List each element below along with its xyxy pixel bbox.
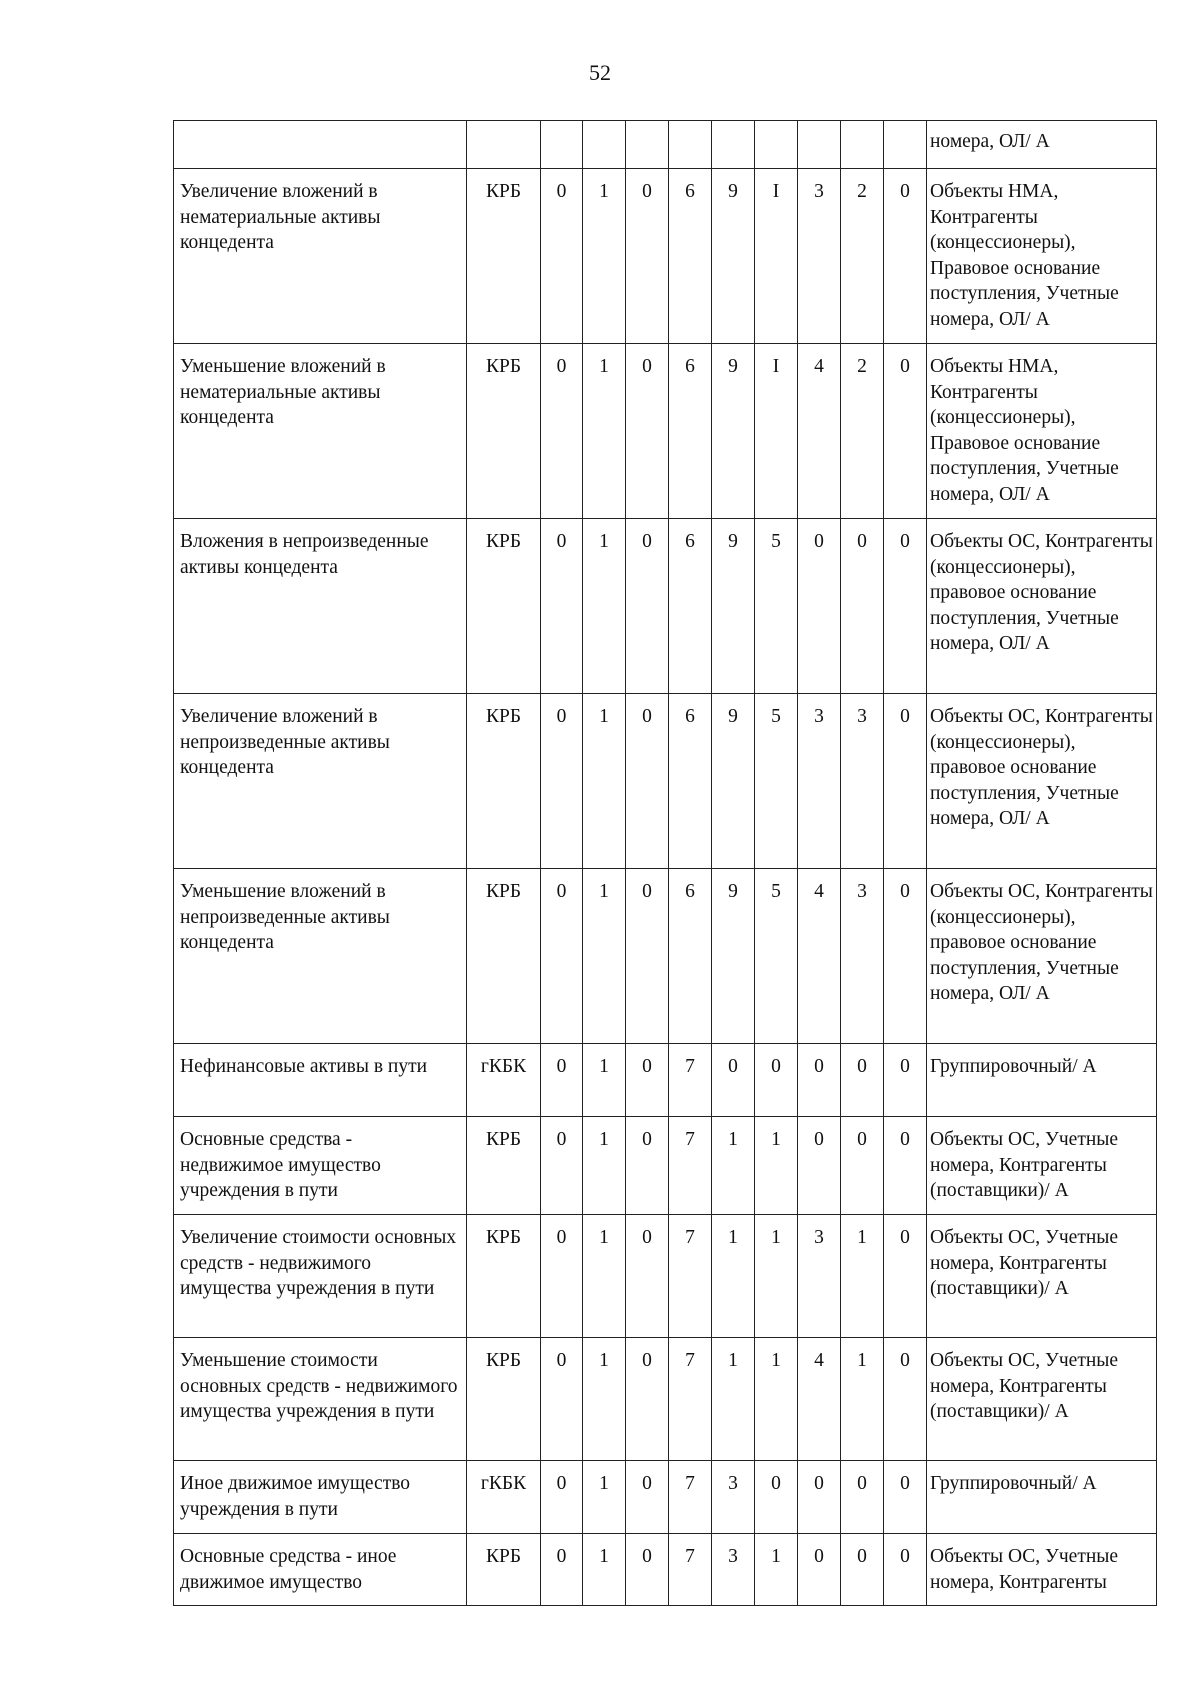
account-digit-cell xyxy=(626,121,669,169)
account-digit-cell: 1 xyxy=(755,1117,798,1215)
account-digit-cell: 1 xyxy=(841,1338,884,1461)
account-digit-cell: 0 xyxy=(884,519,927,694)
account-digit-cell: 0 xyxy=(541,1215,583,1338)
account-digit-cell: 1 xyxy=(755,1534,798,1606)
table-row xyxy=(174,1534,1157,1606)
account-digit-cell: 1 xyxy=(583,169,626,344)
account-digit-cell: 1 xyxy=(583,519,626,694)
account-digit-cell: 0 xyxy=(626,169,669,344)
account-digit-cell: 0 xyxy=(798,1534,841,1606)
account-digit-cell: 3 xyxy=(798,694,841,869)
account-name-cell: Уменьшение вложений в нематериальные активы концедента xyxy=(174,344,467,519)
account-digit-cell: 9 xyxy=(712,869,755,1044)
account-digit-cell: 0 xyxy=(626,869,669,1044)
account-name-cell: Уменьшение вложений в непроизведенные активы концедента xyxy=(174,869,467,1044)
account-digit-cell: 5 xyxy=(755,519,798,694)
account-digit-cell: 1 xyxy=(755,1215,798,1338)
analytics-cell: Объекты ОС, Учетные номера, Контрагенты (поставщики)/ А xyxy=(927,1117,1157,1215)
account-digit-cell: 3 xyxy=(841,694,884,869)
table-row xyxy=(174,1117,1157,1215)
account-name-cell: Увеличение вложений в непроизведенные активы концедента xyxy=(174,694,467,869)
account-digit-cell xyxy=(583,121,626,169)
table-row xyxy=(174,519,1157,694)
account-digit-cell: 0 xyxy=(884,1338,927,1461)
account-digit-cell: 0 xyxy=(626,1534,669,1606)
analytics-cell: Объекты ОС, Контрагенты (концессионеры), правовое основание поступления, Учетные номера, ОЛ/ А xyxy=(927,694,1157,869)
account-digit-cell: 1 xyxy=(583,1117,626,1215)
account-digit-cell: 0 xyxy=(626,694,669,869)
account-digit-cell: 0 xyxy=(626,1461,669,1534)
account-name-cell xyxy=(174,121,467,169)
account-digit-cell xyxy=(884,121,927,169)
account-name-cell: Увеличение вложений в нематериальные активы концедента xyxy=(174,169,467,344)
account-name-cell: Вложения в непроизведенные активы концедента xyxy=(174,519,467,694)
account-digit-cell: 0 xyxy=(541,869,583,1044)
account-digit-cell: 1 xyxy=(583,1215,626,1338)
account-digit-cell: 2 xyxy=(841,169,884,344)
account-digit-cell: 6 xyxy=(669,344,712,519)
account-digit-cell: 5 xyxy=(755,869,798,1044)
account-type-cell: КРБ xyxy=(467,869,541,1044)
account-digit-cell: 0 xyxy=(884,1044,927,1117)
analytics-cell: номера, ОЛ/ А xyxy=(927,121,1157,169)
table-row xyxy=(174,1461,1157,1534)
table-row xyxy=(174,1044,1157,1117)
account-digit-cell: 0 xyxy=(626,344,669,519)
account-digit-cell: 1 xyxy=(583,1534,626,1606)
account-digit-cell: 1 xyxy=(712,1215,755,1338)
account-digit-cell: 0 xyxy=(541,694,583,869)
analytics-cell: Группировочный/ А xyxy=(927,1044,1157,1117)
account-digit-cell xyxy=(798,121,841,169)
account-digit-cell: 4 xyxy=(798,1338,841,1461)
account-digit-cell: I xyxy=(755,169,798,344)
account-digit-cell: 7 xyxy=(669,1117,712,1215)
account-type-cell: гКБК xyxy=(467,1461,541,1534)
account-name-cell: Основные средства - иное движимое имущество xyxy=(174,1534,467,1606)
account-type-cell: КРБ xyxy=(467,344,541,519)
account-digit-cell: 0 xyxy=(841,1117,884,1215)
page-number: 52 xyxy=(589,60,611,85)
account-digit-cell: 7 xyxy=(669,1044,712,1117)
account-digit-cell: 5 xyxy=(755,694,798,869)
account-digit-cell: 0 xyxy=(626,1338,669,1461)
account-digit-cell: 7 xyxy=(669,1461,712,1534)
account-type-cell: КРБ xyxy=(467,519,541,694)
account-digit-cell: 0 xyxy=(841,1534,884,1606)
table-row xyxy=(174,169,1157,344)
account-digit-cell: 0 xyxy=(755,1461,798,1534)
account-digit-cell: 1 xyxy=(755,1338,798,1461)
account-digit-cell: 0 xyxy=(755,1044,798,1117)
account-digit-cell: 3 xyxy=(798,1215,841,1338)
account-type-cell xyxy=(467,121,541,169)
account-digit-cell: 0 xyxy=(884,344,927,519)
account-digit-cell: 1 xyxy=(583,1044,626,1117)
account-digit-cell: 3 xyxy=(712,1534,755,1606)
account-digit-cell xyxy=(755,121,798,169)
account-digit-cell: 0 xyxy=(884,1215,927,1338)
account-type-cell: гКБК xyxy=(467,1044,541,1117)
table-row xyxy=(174,121,1157,169)
account-type-cell: КРБ xyxy=(467,1215,541,1338)
account-digit-cell: 0 xyxy=(541,1338,583,1461)
account-digit-cell: 3 xyxy=(798,169,841,344)
account-digit-cell: 9 xyxy=(712,519,755,694)
account-digit-cell: 7 xyxy=(669,1534,712,1606)
account-name-cell: Увеличение стоимости основных средств - недвижимого имущества учреждения в пути xyxy=(174,1215,467,1338)
table-row xyxy=(174,1215,1157,1338)
account-digit-cell: 1 xyxy=(583,344,626,519)
account-digit-cell xyxy=(669,121,712,169)
account-type-cell: КРБ xyxy=(467,1338,541,1461)
account-digit-cell: 4 xyxy=(798,344,841,519)
account-digit-cell: 0 xyxy=(541,1044,583,1117)
account-type-cell: КРБ xyxy=(467,1117,541,1215)
account-digit-cell: 0 xyxy=(841,519,884,694)
account-digit-cell: 9 xyxy=(712,344,755,519)
analytics-cell: Объекты НМА, Контрагенты (концессионеры), Правовое основание поступления, Учетные номера, ОЛ/ А xyxy=(927,169,1157,344)
account-digit-cell: 9 xyxy=(712,169,755,344)
table-row xyxy=(174,869,1157,1044)
account-digit-cell: 0 xyxy=(541,344,583,519)
analytics-cell: Объекты НМА, Контрагенты (концессионеры), Правовое основание поступления, Учетные номера, ОЛ/ А xyxy=(927,344,1157,519)
account-digit-cell: 0 xyxy=(841,1044,884,1117)
account-digit-cell: 1 xyxy=(712,1117,755,1215)
account-digit-cell: 0 xyxy=(541,1534,583,1606)
account-digit-cell: 9 xyxy=(712,694,755,869)
analytics-cell: Объекты ОС, Учетные номера, Контрагенты (поставщики)/ А xyxy=(927,1215,1157,1338)
account-digit-cell: 0 xyxy=(884,869,927,1044)
account-digit-cell: 0 xyxy=(841,1461,884,1534)
account-digit-cell: I xyxy=(755,344,798,519)
account-digit-cell: 0 xyxy=(884,1117,927,1215)
account-digit-cell xyxy=(712,121,755,169)
account-digit-cell: 1 xyxy=(583,1461,626,1534)
analytics-cell: Объекты ОС, Контрагенты (концессионеры), правовое основание поступления, Учетные номера, ОЛ/ А xyxy=(927,869,1157,1044)
table-body xyxy=(174,121,1157,1606)
analytics-cell: Объекты ОС, Учетные номера, Контрагенты xyxy=(927,1534,1157,1606)
account-type-cell: КРБ xyxy=(467,1534,541,1606)
analytics-cell: Объекты ОС, Контрагенты (концессионеры), правовое основание поступления, Учетные номера, ОЛ/ А xyxy=(927,519,1157,694)
account-digit-cell: 0 xyxy=(884,1534,927,1606)
account-digit-cell: 0 xyxy=(798,519,841,694)
account-type-cell: КРБ xyxy=(467,169,541,344)
account-digit-cell: 0 xyxy=(884,1461,927,1534)
account-digit-cell: 0 xyxy=(541,1117,583,1215)
account-digit-cell: 1 xyxy=(583,694,626,869)
account-digit-cell: 0 xyxy=(541,1461,583,1534)
account-type-cell: КРБ xyxy=(467,694,541,869)
account-name-cell: Нефинансовые активы в пути xyxy=(174,1044,467,1117)
table-row xyxy=(174,694,1157,869)
account-digit-cell: 3 xyxy=(712,1461,755,1534)
account-digit-cell: 6 xyxy=(669,869,712,1044)
account-digit-cell: 0 xyxy=(798,1044,841,1117)
account-digit-cell: 1 xyxy=(583,1338,626,1461)
account-digit-cell: 0 xyxy=(712,1044,755,1117)
analytics-cell: Объекты ОС, Учетные номера, Контрагенты (поставщики)/ А xyxy=(927,1338,1157,1461)
account-digit-cell: 0 xyxy=(798,1461,841,1534)
account-digit-cell: 0 xyxy=(541,169,583,344)
account-digit-cell: 3 xyxy=(841,869,884,1044)
account-name-cell: Основные средства - недвижимое имущество учреждения в пути xyxy=(174,1117,467,1215)
account-digit-cell: 7 xyxy=(669,1215,712,1338)
account-digit-cell: 0 xyxy=(626,519,669,694)
account-digit-cell: 0 xyxy=(884,694,927,869)
account-digit-cell: 0 xyxy=(798,1117,841,1215)
account-digit-cell: 2 xyxy=(841,344,884,519)
accounts-table xyxy=(173,120,1157,1606)
analytics-cell: Группировочный/ А xyxy=(927,1461,1157,1534)
account-name-cell: Уменьшение стоимости основных средств - недвижимого имущества учреждения в пути xyxy=(174,1338,467,1461)
account-digit-cell: 6 xyxy=(669,519,712,694)
account-digit-cell: 1 xyxy=(583,869,626,1044)
account-digit-cell: 1 xyxy=(712,1338,755,1461)
account-digit-cell: 0 xyxy=(626,1215,669,1338)
account-name-cell: Иное движимое имущество учреждения в пути xyxy=(174,1461,467,1534)
account-digit-cell: 1 xyxy=(841,1215,884,1338)
table-row xyxy=(174,344,1157,519)
account-digit-cell xyxy=(841,121,884,169)
account-digit-cell: 0 xyxy=(541,519,583,694)
account-digit-cell: 6 xyxy=(669,169,712,344)
account-digit-cell: 4 xyxy=(798,869,841,1044)
account-digit-cell: 6 xyxy=(669,694,712,869)
account-digit-cell: 7 xyxy=(669,1338,712,1461)
account-digit-cell: 0 xyxy=(884,169,927,344)
account-digit-cell: 0 xyxy=(626,1044,669,1117)
account-digit-cell: 0 xyxy=(626,1117,669,1215)
table-row xyxy=(174,1338,1157,1461)
account-digit-cell xyxy=(541,121,583,169)
